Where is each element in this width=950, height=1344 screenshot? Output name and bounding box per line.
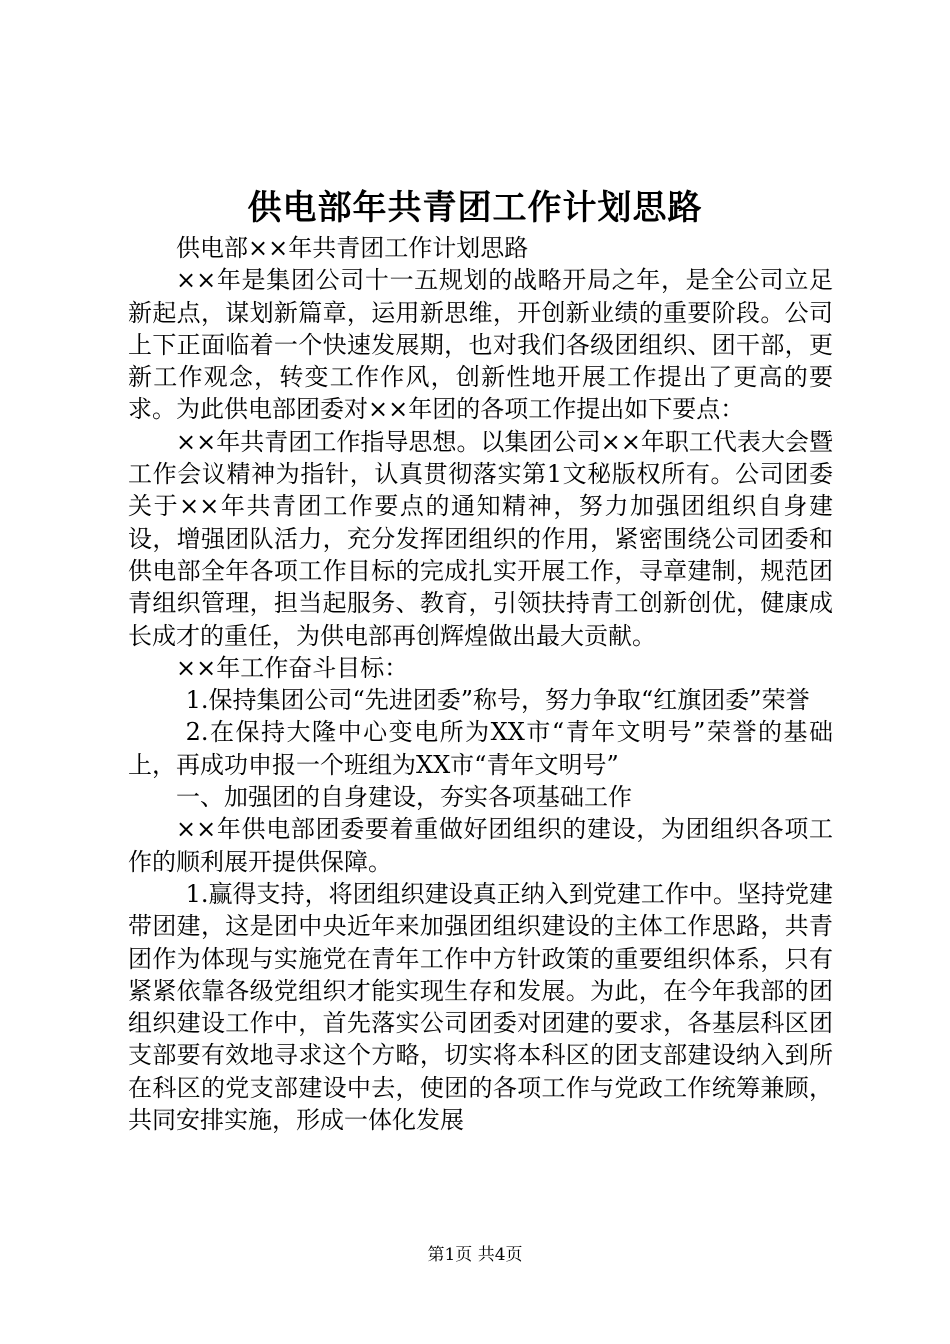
page-footer: 第1页 共4页 xyxy=(427,1245,523,1265)
paragraph-goal-1: 1.保持集团公司“先进团委”称号，努力争取“红旗团委”荣誉 xyxy=(185,686,810,715)
paragraph-guiding-thought: ××年共青团工作指导思想。以集团公司××年职工代表大会暨工作会议精神为指针，认真贯彻落实第1文秘版权所有。公司团委关于××年共青团工作要点的通知精神，努力加强团组织自身建设，增强团队活力，充分发挥团组织的作用，紧密围绕公司团委和供电部全年各项工作目标的完成扎实开展工作，寻章建制，规范团青组织管理，担当起服务、教育，引领扶持青工创新创优，健康成长成才的重任，为供电部再创辉煌做出最大贡献。 xyxy=(128,427,833,650)
paragraph-goals-heading: ××年工作奋斗目标： xyxy=(176,653,409,682)
document-body xyxy=(128,232,833,1136)
paragraph-goal-2: 2.在保持大隆中心变电所为XX市“青年文明号”荣誉的基础上，再成功申报一个班组为XX市“青年文明号” xyxy=(128,718,833,779)
paragraph-section-1-intro: ××年供电部团委要着重做好团组织的建设，为团组织各项工作的顺利展开提供保障。 xyxy=(128,815,833,876)
paragraph-section-1-item-1: 1.赢得支持，将团组织建设真正纳入到党建工作中。坚持党建带团建，这是团中央近年来加强团组织建设的主体工作思路，共青团作为体现与实施党在青年工作中方针政策的重要组织体系，只有紧紧依靠各级党组织才能实现生存和发展。为此，在今年我部的团组织建设工作中，首先落实公司团委对团建的要求，各基层科区团支部要有效地寻求这个方略，切实将本科区的团支部建设纳入到所在科区的党支部建设中去，使团的各项工作与党政工作统筹兼顾，共同安排实施，形成一体化发展 xyxy=(128,879,833,1135)
section-heading-1: 一、加强团的自身建设，夯实各项基础工作 xyxy=(176,783,632,812)
paragraph-intro: ××年是集团公司十一五规划的战略开局之年，是全公司立足新起点，谋划新篇章，运用新思维，开创新业绩的重要阶段。公司上下正面临着一个快速发展期，也对我们各级团组织、团干部，更新工作观念，转变工作作风，创新性地开展工作提出了更高的要求。为此供电部团委对××年团的各项工作提出如下要点： xyxy=(128,266,833,424)
document-title: 供电部年共青团工作计划思路 xyxy=(247,188,703,228)
paragraph-subtitle: 供电部××年共青团工作计划思路 xyxy=(176,234,529,262)
